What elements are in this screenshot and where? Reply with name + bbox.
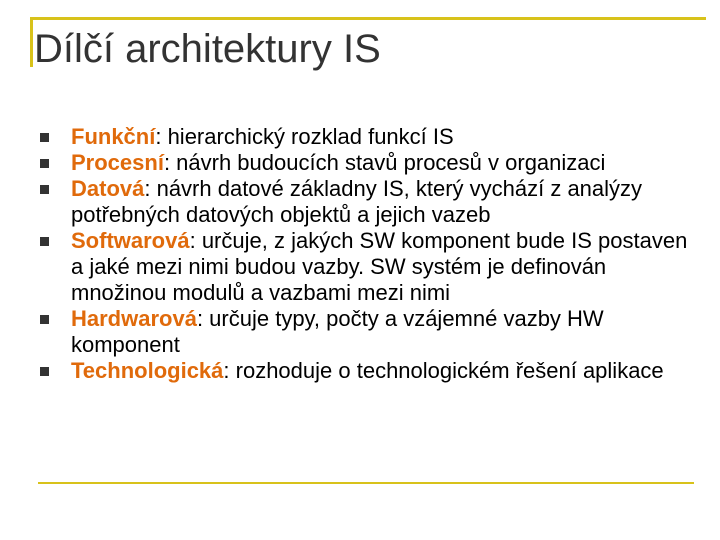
list-item-funkcni — [0, 124, 720, 150]
square-bullet-icon — [40, 237, 49, 246]
item-text: : návrh datové základny IS, který vychází z analýzy potřebných datových objektů a jejich vazeb — [71, 176, 643, 227]
item-term: Hardwarová — [71, 306, 197, 331]
bullet-list — [0, 124, 720, 384]
list-item-procesni — [0, 150, 720, 176]
title-rule-top — [30, 17, 706, 20]
list-item-softwarova — [0, 228, 720, 306]
bottom-rule — [38, 482, 694, 484]
item-term: Procesní — [71, 150, 164, 175]
item-term: Technologická — [71, 358, 224, 383]
slide-title: Dílčí architektury IS — [34, 27, 381, 71]
square-bullet-icon — [40, 159, 49, 168]
list-item-datova — [0, 176, 720, 228]
item-term: Funkční — [71, 124, 156, 149]
list-item-hardwarova — [0, 306, 720, 358]
item-text: : určuje, z jakých SW komponent bude IS postaven a jaké mezi nimi budou vazby. SW systém je definován množinou modulů a vazbami mezi nimi — [71, 228, 688, 305]
square-bullet-icon — [40, 367, 49, 376]
list-item-technologicka — [0, 358, 720, 384]
item-text: : rozhoduje o technologickém řešení aplikace — [223, 358, 664, 383]
item-term: Datová — [71, 176, 145, 201]
item-term: Softwarová — [71, 228, 190, 253]
square-bullet-icon — [40, 185, 49, 194]
item-text: : hierarchický rozklad funkcí IS — [155, 124, 454, 149]
item-text: : určuje typy, počty a vzájemné vazby HW komponent — [71, 306, 604, 357]
title-rule-left — [30, 17, 33, 67]
square-bullet-icon — [40, 315, 49, 324]
item-text: : návrh budoucích stavů procesů v organizaci — [163, 150, 606, 175]
square-bullet-icon — [40, 133, 49, 142]
